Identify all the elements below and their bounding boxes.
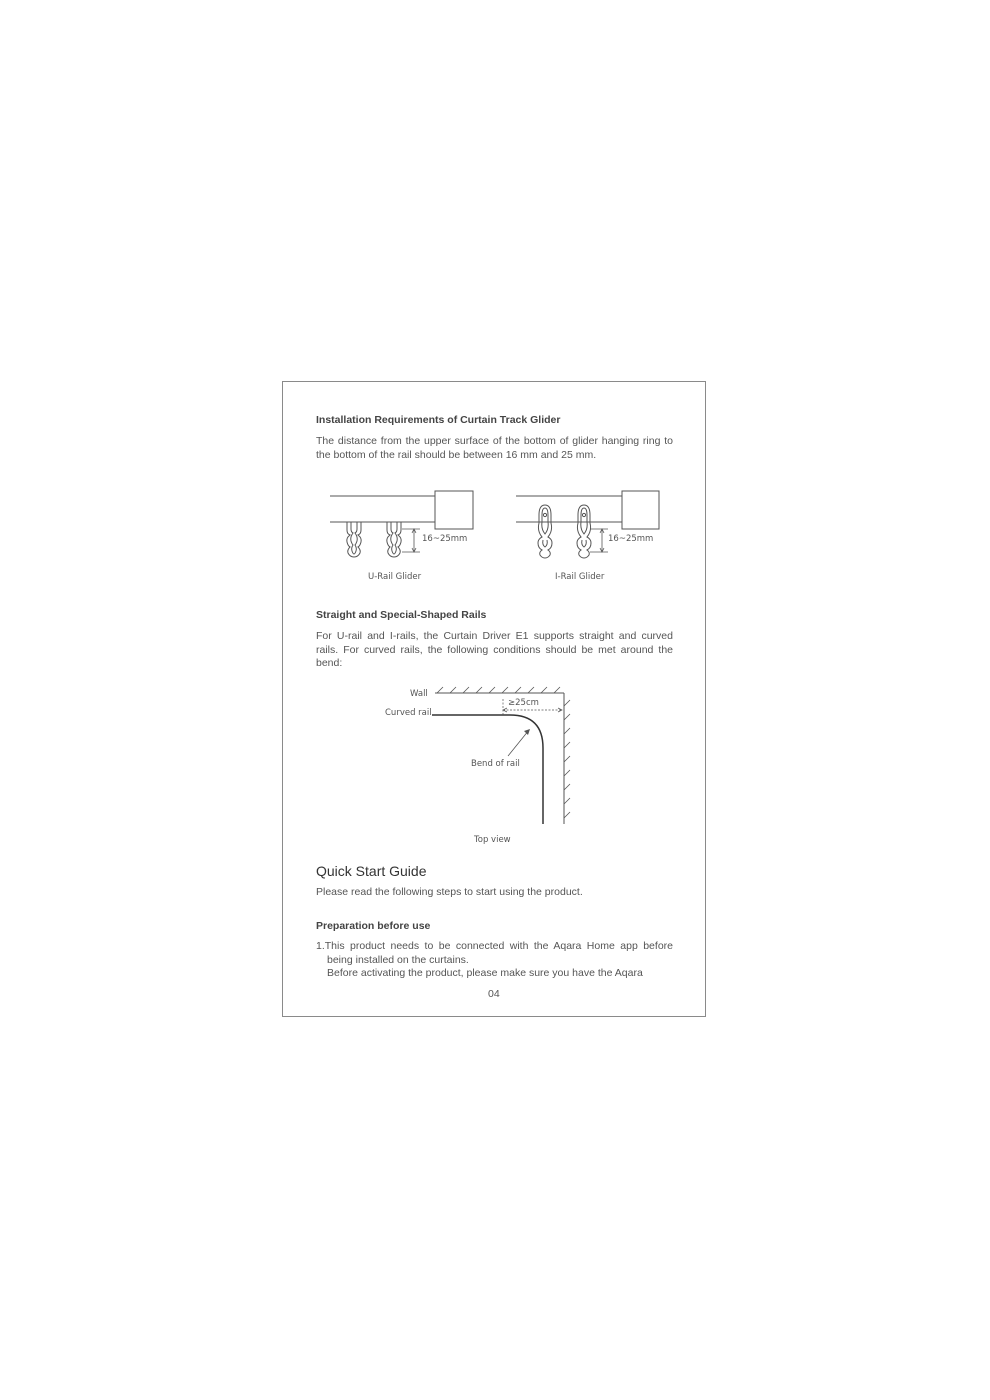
u-rail-dimension-label: 16~25mm	[422, 534, 468, 544]
i-glider-hook-2	[577, 505, 591, 558]
i-rail-glider-diagram	[506, 485, 676, 565]
preparation-item-1-line-1: 1.This product needs to be connected with the Aqara Home app before	[316, 940, 673, 952]
quick-start-intro: Please read the following steps to start using the product.	[316, 886, 583, 898]
preparation-item-1-line-2: being installed on the curtains.	[327, 954, 469, 966]
wall-hatching-right	[564, 700, 570, 818]
distance-label: ≥25cm	[508, 698, 539, 708]
i-rail-caption: I-Rail Glider	[555, 572, 605, 582]
section-body-rail-shapes: For U-rail and I-rails, the Curtain Driver E1 supports straight and curved rails. For curved rails, the following conditions should be met around the bend:	[316, 630, 673, 669]
wall-hatching-top	[437, 687, 560, 693]
quick-start-title: Quick Start Guide	[316, 863, 427, 879]
bend-of-rail-diagram	[380, 684, 580, 829]
u-rail-caption: U-Rail Glider	[368, 572, 422, 582]
i-glider-hook-1	[538, 505, 552, 558]
curved-rail-label: Curved rail	[385, 708, 432, 718]
section-title-glider-requirements: Installation Requirements of Curtain Track Glider	[316, 414, 561, 426]
bend-label: Bend of rail	[471, 759, 520, 769]
u-glider-hook-1	[347, 522, 361, 557]
top-view-caption: Top view	[474, 835, 511, 845]
u-rail-glider-diagram	[320, 485, 490, 565]
u-glider-hook-2	[387, 522, 401, 557]
preparation-title: Preparation before use	[316, 920, 431, 932]
page-number: 04	[488, 988, 500, 1000]
i-rail-dimension-label: 16~25mm	[608, 534, 654, 544]
section-body-glider-requirements: The distance from the upper surface of the bottom of glider hanging ring to the bottom of the rail should be between 16 mm and 25 mm.	[316, 435, 673, 461]
preparation-item-1-line-3: Before activating the product, please make sure you have the Aqara	[327, 967, 643, 979]
wall-label: Wall	[410, 689, 428, 699]
section-title-rail-shapes: Straight and Special-Shaped Rails	[316, 609, 487, 621]
